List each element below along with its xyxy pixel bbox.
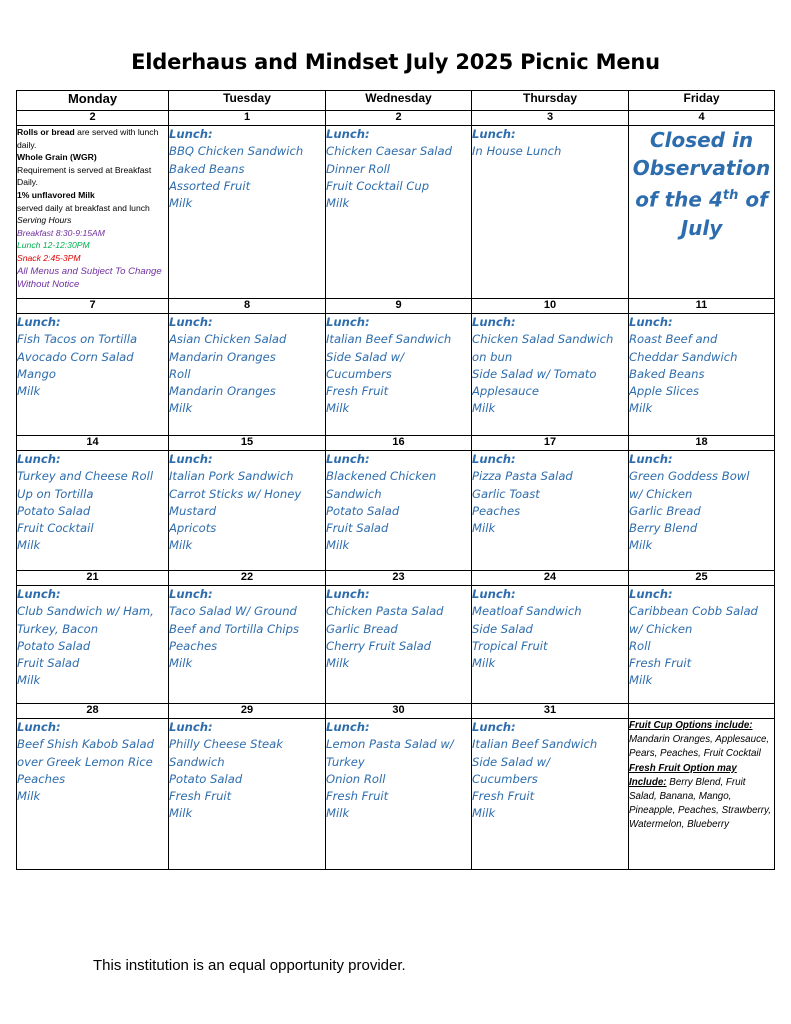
date-number: 29 (169, 704, 326, 719)
menu-item: on bun (472, 349, 513, 364)
date-number: 18 (629, 436, 775, 451)
fruit-cup-items: Mandarin Oranges, Applesauce, Pears, Peaches, Fruit Cocktail (629, 734, 770, 760)
menu-item: Potato Salad (17, 503, 91, 518)
menu-row (17, 451, 775, 571)
menu-item: Potato Salad (326, 503, 400, 518)
menu-row (17, 719, 775, 870)
date-number: 23 (326, 571, 472, 586)
date-number: 24 (472, 571, 629, 586)
date-number: 15 (169, 436, 326, 451)
menu-item: Fruit Salad (326, 521, 389, 536)
closed-line-part: of the 4 (635, 187, 723, 212)
menu-item: Beef and Tortilla Chips (169, 621, 300, 636)
menu-item: Blackened Chicken (326, 469, 437, 484)
date-number: 30 (326, 704, 472, 719)
menu-item: Applesauce (472, 384, 540, 399)
fruit-cup-heading: Fruit Cup Options include: (629, 720, 753, 731)
menu-item: Taco Salad W/ Ground (169, 604, 297, 619)
date-number (629, 704, 775, 719)
menu-item: Asian Chicken Salad (169, 332, 287, 347)
date-number: 14 (17, 436, 169, 451)
menu-row (17, 314, 775, 436)
date-row (17, 571, 775, 586)
lunch-label: Lunch: (17, 315, 61, 329)
menu-item: Sandwich (169, 754, 225, 769)
menu-item: In House Lunch (472, 144, 562, 159)
date-row (17, 704, 775, 719)
menu-item: Tropical Fruit (472, 638, 548, 653)
lunch-label: Lunch: (169, 127, 213, 141)
menu-item: Mustard (169, 503, 217, 518)
menu-item: Carrot Sticks w/ Honey (169, 486, 302, 501)
milk-label: 1% unflavored Milk (17, 189, 95, 200)
closed-line: July (680, 215, 723, 240)
lunch-label: Lunch: (472, 587, 516, 601)
snack-hours: Snack 2:45-3PM (17, 252, 81, 263)
date-number: 21 (17, 571, 169, 586)
date-number: 25 (629, 571, 775, 586)
menu-item: Milk (472, 806, 496, 821)
menu-item: Fresh Fruit (472, 789, 535, 804)
menu-item: Milk (472, 521, 496, 536)
day-header-friday: Friday (629, 91, 775, 111)
lunch-label: Lunch: (629, 587, 673, 601)
menu-cell (326, 126, 472, 299)
menu-row (17, 586, 775, 704)
lunch-label: Lunch: (629, 452, 673, 466)
lunch-label: Lunch: (169, 452, 213, 466)
menu-item: Milk (472, 656, 496, 671)
menu-item: over Greek Lemon Rice (17, 754, 153, 769)
menu-item: Side Salad w/ (472, 754, 550, 769)
footer-statement: This institution is an equal opportunity provider. (93, 957, 406, 974)
menu-item: Milk (169, 806, 193, 821)
lunch-label: Lunch: (17, 720, 61, 734)
menu-item: Side Salad (472, 621, 533, 636)
fresh-fruit-items: Berry Blend, Fruit Salad, Banana, Mango, Pineapple, Peaches, Strawberry, Watermelon, Blueberry (629, 776, 771, 831)
day-header-tuesday: Tuesday (169, 91, 326, 111)
menu-item: Sandwich (326, 486, 382, 501)
lunch-label: Lunch: (17, 452, 61, 466)
page-title: Elderhaus and Mindset July 2025 Picnic Menu (131, 50, 660, 74)
menu-item: Chicken Salad Sandwich (472, 332, 614, 347)
date-number: 1 (169, 111, 326, 126)
menu-item: Turkey and Cheese Roll (17, 469, 154, 484)
menu-item: Mandarin Oranges (169, 349, 276, 364)
menu-cell (169, 314, 326, 436)
menu-item: Apple Slices (629, 384, 700, 399)
menu-cell (472, 586, 629, 704)
menu-item: Fish Tacos on Tortilla (17, 332, 138, 347)
lunch-label: Lunch: (169, 315, 213, 329)
closed-line-part: of (738, 187, 768, 212)
menu-item: Beef Shish Kabob Salad (17, 737, 154, 752)
date-number: 22 (169, 571, 326, 586)
menu-cell (326, 451, 472, 571)
menu-cell (472, 719, 629, 870)
info-note-cell (17, 126, 169, 299)
day-header-thursday: Thursday (472, 91, 629, 111)
menu-item: Mango (17, 366, 56, 381)
menu-item: Cucumbers (326, 366, 392, 381)
menu-cell (629, 314, 775, 436)
menu-cell (17, 314, 169, 436)
lunch-label: Lunch: (17, 587, 61, 601)
menu-item: Pizza Pasta Salad (472, 469, 573, 484)
date-row (17, 111, 775, 126)
menu-cell (169, 451, 326, 571)
day-header-wednesday: Wednesday (326, 91, 472, 111)
lunch-label: Lunch: (472, 315, 516, 329)
date-number: 7 (17, 299, 169, 314)
menu-item: Up on Tortilla (17, 486, 94, 501)
menu-item: Milk (326, 196, 350, 211)
date-number: 28 (17, 704, 169, 719)
menu-item: Fresh Fruit (629, 656, 692, 671)
menu-item: Peaches (17, 771, 66, 786)
menu-item: Roll (169, 366, 191, 381)
date-number: 16 (326, 436, 472, 451)
menu-item: w/ Chicken (629, 621, 693, 636)
menu-calendar (16, 90, 775, 870)
lunch-label: Lunch: (326, 127, 370, 141)
date-number: 3 (472, 111, 629, 126)
breakfast-hours: Breakfast 8:30-9:15AM (17, 227, 105, 238)
menu-cell (17, 451, 169, 571)
menu-item: Milk (629, 673, 653, 688)
menu-item: Lemon Pasta Salad w/ (326, 737, 454, 752)
menu-item: Fruit Cocktail (17, 521, 94, 536)
rolls-text: are served with lunch daily. (17, 127, 159, 150)
menu-row (17, 126, 775, 299)
menu-item: Milk (17, 384, 41, 399)
menu-item: Assorted Fruit (169, 178, 251, 193)
menu-cell (17, 719, 169, 870)
menu-item: Cucumbers (472, 771, 538, 786)
disclaimer-text: All Menus and Subject To Change Without Notice (17, 265, 162, 291)
menu-item: Caribbean Cobb Salad (629, 604, 758, 619)
menu-item: Italian Pork Sandwich (169, 469, 294, 484)
lunch-label: Lunch: (472, 720, 516, 734)
lunch-label: Lunch: (629, 315, 673, 329)
menu-item: Italian Beef Sandwich (326, 332, 452, 347)
lunch-hours: Lunch 12-12:30PM (17, 240, 90, 251)
menu-item: Garlic Bread (629, 503, 701, 518)
menu-item: Apricots (169, 521, 217, 536)
menu-item: Milk (17, 673, 41, 688)
closed-line (629, 182, 774, 214)
menu-item: Side Salad w/ (326, 349, 404, 364)
menu-item: Garlic Toast (472, 486, 540, 501)
whole-grain-label: Whole Grain (WGR) (17, 152, 97, 163)
menu-item: Berry Blend (629, 521, 698, 536)
menu-item: Chicken Pasta Salad (326, 604, 444, 619)
menu-item: Milk (17, 789, 41, 804)
menu-item: Avocado Corn Salad (17, 349, 134, 364)
menu-item: Milk (629, 401, 653, 416)
menu-item: Roast Beef and (629, 332, 718, 347)
menu-item: Milk (169, 401, 193, 416)
date-number: 17 (472, 436, 629, 451)
menu-cell (17, 586, 169, 704)
menu-item: Chicken Caesar Salad (326, 144, 452, 159)
menu-item: Potato Salad (17, 638, 91, 653)
menu-item: Cherry Fruit Salad (326, 638, 432, 653)
menu-cell (472, 314, 629, 436)
menu-item: Mandarin Oranges (169, 384, 276, 399)
menu-item: Potato Salad (169, 771, 243, 786)
menu-item: Meatloaf Sandwich (472, 604, 582, 619)
menu-item: Milk (169, 538, 193, 553)
menu-item: Dinner Roll (326, 161, 391, 176)
menu-cell (629, 586, 775, 704)
lunch-label: Lunch: (472, 127, 516, 141)
menu-item: Baked Beans (629, 366, 705, 381)
milk-text: served daily at breakfast and lunch (17, 202, 150, 213)
lunch-label: Lunch: (326, 452, 370, 466)
date-number: 8 (169, 299, 326, 314)
menu-item: Club Sandwich w/ Ham, (17, 604, 154, 619)
date-row (17, 299, 775, 314)
menu-item: Milk (326, 806, 350, 821)
fruit-options-cell (629, 719, 775, 870)
menu-item: Green Goddess Bowl (629, 469, 750, 484)
menu-item: BBQ Chicken Sandwich (169, 144, 304, 159)
menu-item: Fruit Salad (17, 656, 80, 671)
menu-item: Milk (472, 401, 496, 416)
menu-item: Fruit Cocktail Cup (326, 178, 430, 193)
menu-cell (326, 314, 472, 436)
menu-item: Roll (629, 638, 651, 653)
date-number: 31 (472, 704, 629, 719)
menu-cell (326, 586, 472, 704)
lunch-label: Lunch: (169, 720, 213, 734)
menu-item: Fresh Fruit (169, 789, 232, 804)
menu-item: Italian Beef Sandwich (472, 737, 598, 752)
menu-cell (629, 451, 775, 571)
menu-item: Milk (169, 656, 193, 671)
menu-item: Cheddar Sandwich (629, 349, 738, 364)
menu-item: Milk (17, 538, 41, 553)
menu-item: Milk (629, 538, 653, 553)
fresh-fruit-heading: Fresh Fruit Option may Include: (629, 762, 737, 788)
menu-item: Fresh Fruit (326, 384, 389, 399)
menu-item: Milk (326, 656, 350, 671)
menu-item: Milk (326, 538, 350, 553)
rolls-label: Rolls or bread (17, 127, 75, 137)
date-number: 4 (629, 111, 775, 126)
date-number: 10 (472, 299, 629, 314)
menu-item: Baked Beans (169, 161, 245, 176)
menu-cell (169, 126, 326, 299)
menu-item: Fresh Fruit (326, 789, 389, 804)
menu-cell (169, 586, 326, 704)
menu-item: Peaches (169, 638, 218, 653)
menu-cell (326, 719, 472, 870)
serving-hours-label: Serving Hours (17, 215, 72, 226)
menu-item: Turkey, Bacon (17, 621, 99, 636)
menu-cell (472, 126, 629, 299)
date-number: 11 (629, 299, 775, 314)
lunch-label: Lunch: (326, 587, 370, 601)
closed-line: Closed in (649, 128, 754, 152)
lunch-label: Lunch: (472, 452, 516, 466)
lunch-label: Lunch: (326, 720, 370, 734)
menu-item: Peaches (472, 503, 521, 518)
lunch-label: Lunch: (169, 587, 213, 601)
closed-line-sup: th (722, 188, 739, 203)
date-number: 2 (17, 111, 169, 126)
menu-cell (472, 451, 629, 571)
menu-item: Milk (169, 196, 193, 211)
menu-item: Milk (326, 401, 350, 416)
lunch-label: Lunch: (326, 315, 370, 329)
menu-item: Turkey (326, 754, 365, 769)
whole-grain-text: Requirement is served at Breakfast Daily. (17, 164, 152, 188)
closed-notice-cell (629, 126, 775, 299)
menu-cell (169, 719, 326, 870)
menu-item: w/ Chicken (629, 486, 693, 501)
menu-item: Side Salad w/ Tomato (472, 366, 597, 381)
day-header-monday: Monday (17, 91, 169, 111)
menu-item: Philly Cheese Steak (169, 737, 283, 752)
menu-item: Garlic Bread (326, 621, 398, 636)
date-number: 2 (326, 111, 472, 126)
date-row (17, 436, 775, 451)
menu-item: Onion Roll (326, 771, 386, 786)
closed-line: Observation (632, 156, 771, 180)
date-number: 9 (326, 299, 472, 314)
